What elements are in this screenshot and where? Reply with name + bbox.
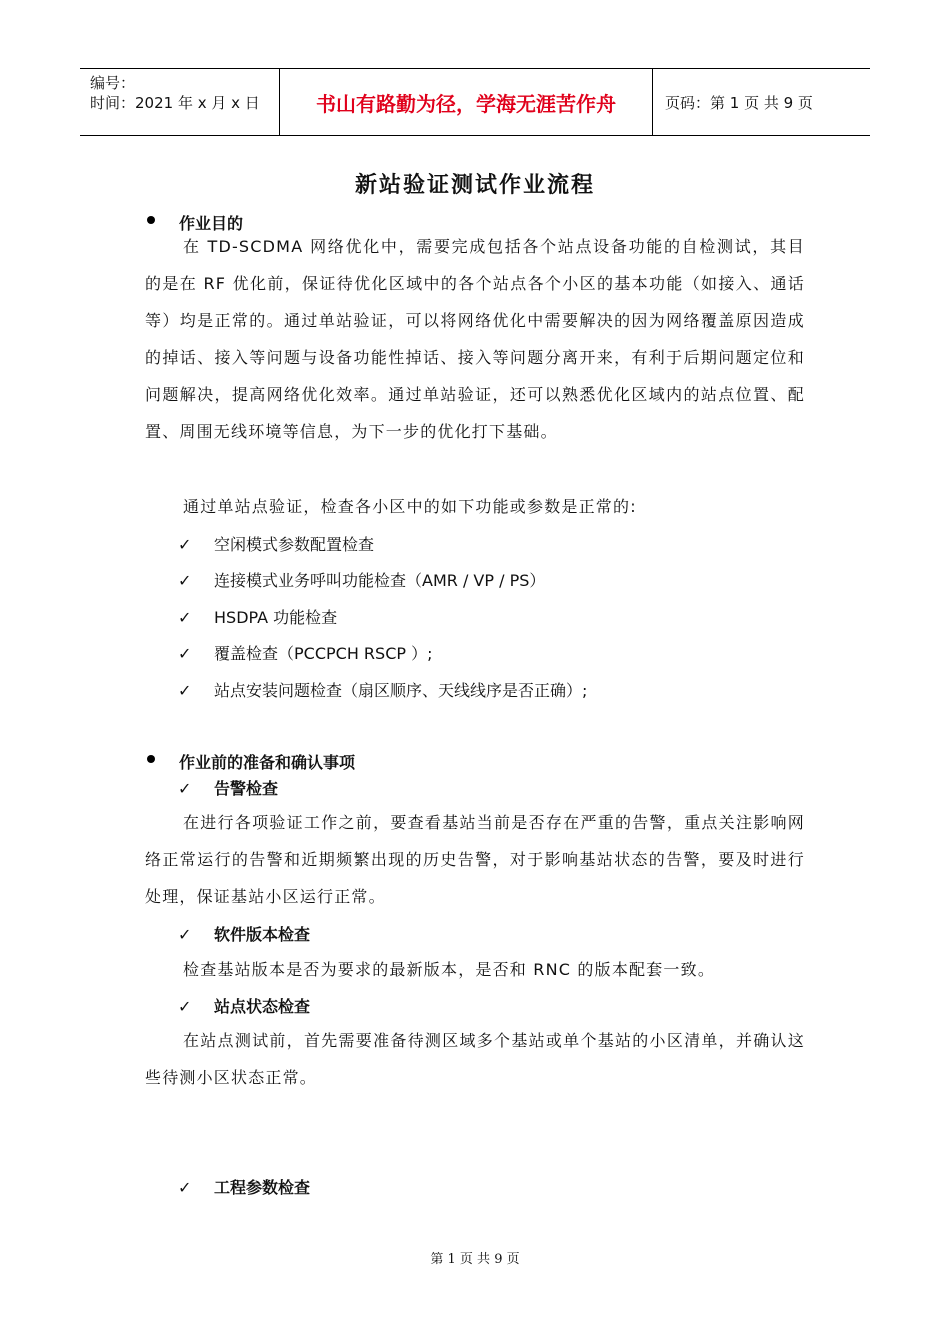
list-item: ✓ 站点安装问题检查（扇区顺序、天线线序是否正确）; [178, 681, 588, 700]
checkmark-icon: ✓ [178, 997, 192, 1016]
page-footer: 第 1 页 共 9 页 [430, 1252, 520, 1267]
alarm-paragraph: 在进行各项验证工作之前，要查看基站当前是否存在严重的告警，重点关注影响网络正常运行的告警和近期频繁出现的历史告警，对于影响基站状态的告警，要及时进行处理，保证基站小区运行正常。 [145, 813, 805, 906]
software-paragraph: 检查基站版本是否为要求的最新版本，是否和 RNC 的版本配套一致。 [183, 960, 716, 979]
time-label: 时间：2021 年 x 月 x 日 [90, 94, 260, 112]
subheading-software: ✓ 软件版本检查 [178, 925, 311, 944]
checkmark-icon: ✓ [178, 925, 192, 944]
motto: 书山有路勤为径，学海无涯苦作舟 [280, 69, 653, 135]
subheading-engineering: ✓ 工程参数检查 [178, 1178, 311, 1197]
check-intro: 通过单站点验证，检查各小区中的如下功能或参数是正常的: [183, 497, 637, 516]
checkmark-icon: ✓ [178, 608, 192, 627]
document-title: 新站验证测试作业流程 [354, 172, 595, 198]
purpose-paragraph: 在 TD-SCDMA 网络优化中，需要完成包括各个站点设备功能的自检测试，其目的是在 RF 优化前，保证待优化区域中的各个站点各个小区的基本功能（如接入、通话等）均是正常的。通过单站验证，可以将网络优化中需要解决的因为网络覆盖原因造成的掉话、接入等问题与设备功能性掉话、接入等问题分离开来，有利于后期问题定位和问题解决，提高网络优化效率。通过单站验证，还可以熟悉优化区域内的站点位置、配置、周围无线环境等信息，为下一步的优化打下基础。 [145, 237, 805, 441]
checkmark-icon: ✓ [178, 644, 192, 663]
checkmark-icon: ✓ [178, 571, 192, 590]
header-table [80, 68, 870, 136]
subheading-status: ✓ 站点状态检查 [178, 997, 311, 1016]
number-label: 编号： [90, 74, 136, 92]
bullet-icon [147, 755, 155, 763]
checkmark-icon: ✓ [178, 779, 192, 798]
list-item: ✓ 连接模式业务呼叫功能检查（AMR / VP / PS） [178, 571, 546, 590]
checkmark-icon: ✓ [178, 1178, 192, 1197]
list-item: ✓ 空闲模式参数配置检查 [178, 535, 375, 554]
section-heading-purpose: 作业目的 [147, 211, 243, 234]
page-info: 页码：第 1 页 共 9 页 [665, 93, 813, 112]
subheading-alarm: ✓ 告警检查 [178, 779, 279, 798]
status-paragraph: 在站点测试前，首先需要准备待测区域多个基站或单个基站的小区清单，并确认这些待测小区状态正常。 [145, 1031, 805, 1087]
bullet-icon [147, 216, 155, 224]
list-item: ✓ HSDPA 功能检查 [178, 608, 338, 627]
section-heading-preparation: 作业前的准备和确认事项 [147, 750, 355, 773]
checkmark-icon: ✓ [178, 535, 192, 554]
checkmark-icon: ✓ [178, 681, 192, 700]
list-item: ✓ 覆盖检查（PCCPCH RSCP ）; [178, 644, 433, 663]
header-meta [80, 69, 280, 135]
